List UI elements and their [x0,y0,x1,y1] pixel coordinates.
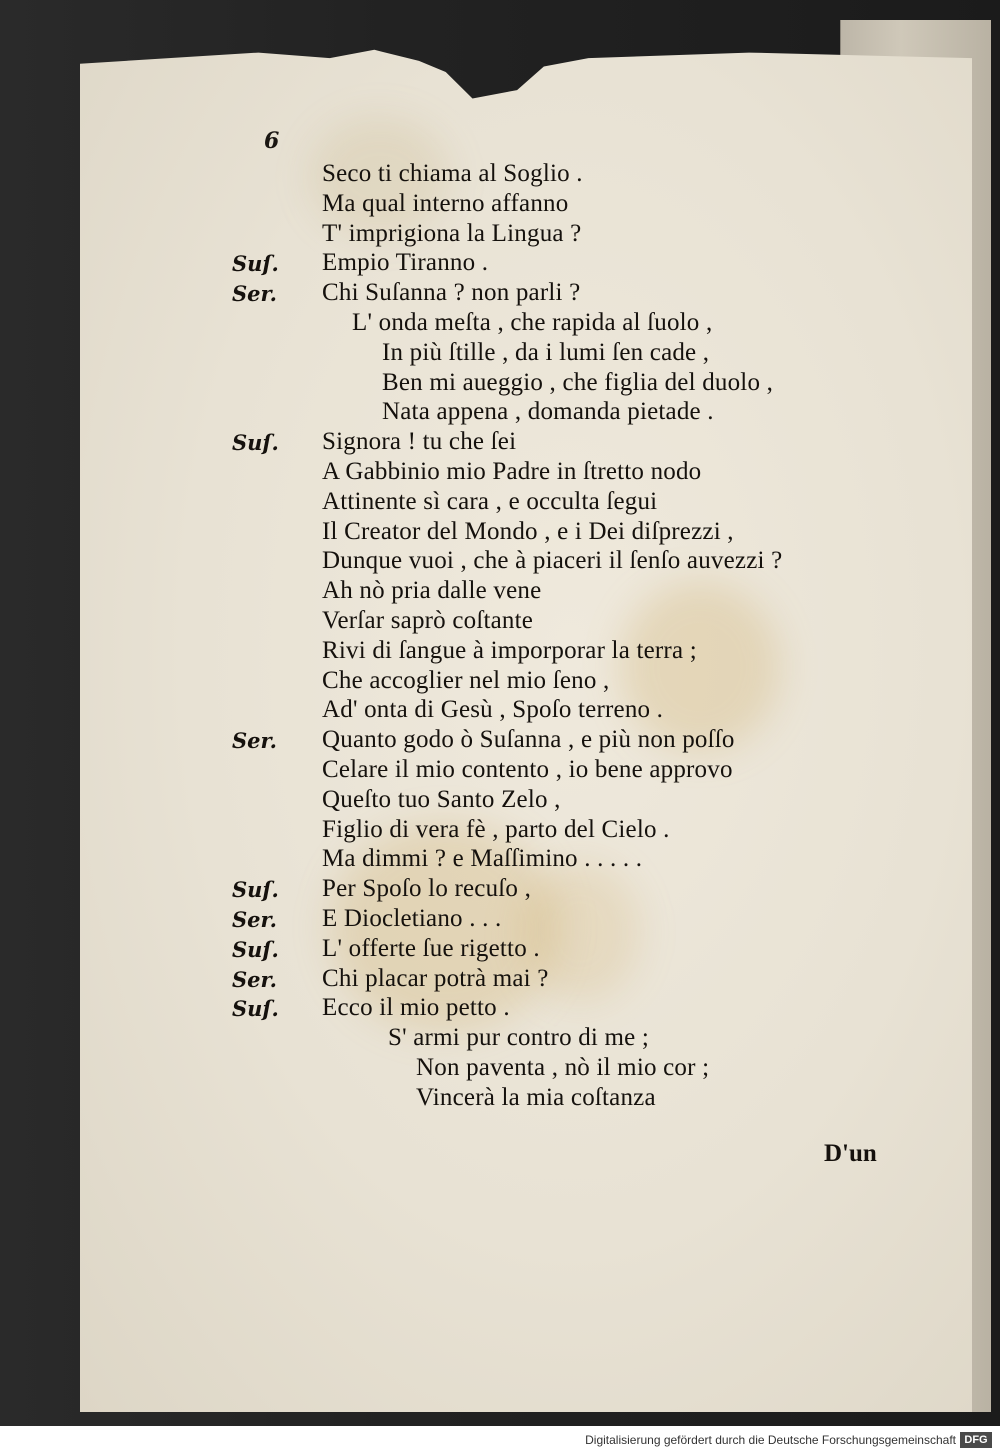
verse-line: Per Spoſo lo recuſo , [322,875,532,903]
speaker-label: Suſ. [232,996,279,1022]
speaker-label: Ser. [232,728,277,754]
verse-line: Rivi di ſangue à imporporar la terra ; [322,636,697,664]
verse-line: E Diocletiano . . . [322,905,502,932]
verse-line: Dunque vuoi , che à piaceri il ſenſo auvezzi ? [322,547,783,575]
verse-line: Il Creator del Mondo , e i Dei diſprezzi , [322,517,734,545]
speaker-label: Suſ. [232,430,279,456]
catchword: D'un [824,1140,877,1167]
verse-line: Non paventa , nò il mio cor ; [416,1054,710,1081]
verse-line: Attinente sì cara , e occulta ſegui [322,487,658,515]
footer-credit: Digitalisierung gefördert durch die Deutsche Forschungsgemeinschaft [585,1433,956,1447]
verse-line: Quanto godo ò Suſanna , e più non poſſo [322,726,735,754]
verse-line: L' onda meſta , che rapida al ſuolo , [352,309,713,336]
verse-line: Ben mi aueggio , che figlia del duolo , [382,368,774,396]
verse-line: Seco ti chiama al Soglio . [322,160,583,187]
verse-line: Celare il mio contento , io bene approvo [322,756,733,783]
verse-line: Ah nò pria dalle vene [322,577,542,605]
footer-bar [0,1426,1000,1452]
verse-line: A Gabbinio mio Padre in ſtretto nodo [322,458,702,485]
speaker-label: Suſ. [232,936,279,962]
verse-line: Chi Suſanna ? non parli ? [322,279,581,307]
verse-line: Ad' onta di Gesù , Spoſo terreno . [322,696,664,724]
verse-line: Chi placar potrà mai ? [322,964,549,992]
verse-line: Ecco il mio petto . [322,994,510,1022]
verse-line: Nata appena , domanda pietade . [382,398,714,426]
verse-line: T' imprigiona la Lingua ? [322,219,582,247]
verse-line: Ma dimmi ? e Maſſimino . . . . . [322,845,643,873]
verse-line: In più ſtille , da i lumi ſen cade , [382,338,710,366]
verse-line: S' armi pur contro di me ; [388,1024,650,1052]
speaker-label: Ser. [232,907,277,932]
dfg-logo: DFG [960,1432,992,1448]
verse-line: Signora ! tu che ſei [322,428,517,456]
speaker-label: Ser. [232,966,277,992]
speaker-label: Suſ. [232,877,279,903]
verse-line: Figlio di vera fè , parto del Cielo . [322,815,670,843]
verse-line: Ma qual interno affanno [322,189,569,217]
speaker-label: Ser. [232,281,277,307]
verse-line: Queſto tuo Santo Zelo , [322,785,561,813]
speaker-label: Suſ. [232,251,279,277]
page-number: 6 [264,128,280,154]
verse-line: Che accoglier nel mio ſeno , [322,666,610,694]
verse-line: L' offerte ſue rigetto . [322,934,540,962]
verse-line: Verſar saprò coſtante [322,607,534,634]
verse-line: Empio Tiranno . [322,249,489,277]
verse-line: Vincerà la mia coſtanza [416,1083,656,1111]
